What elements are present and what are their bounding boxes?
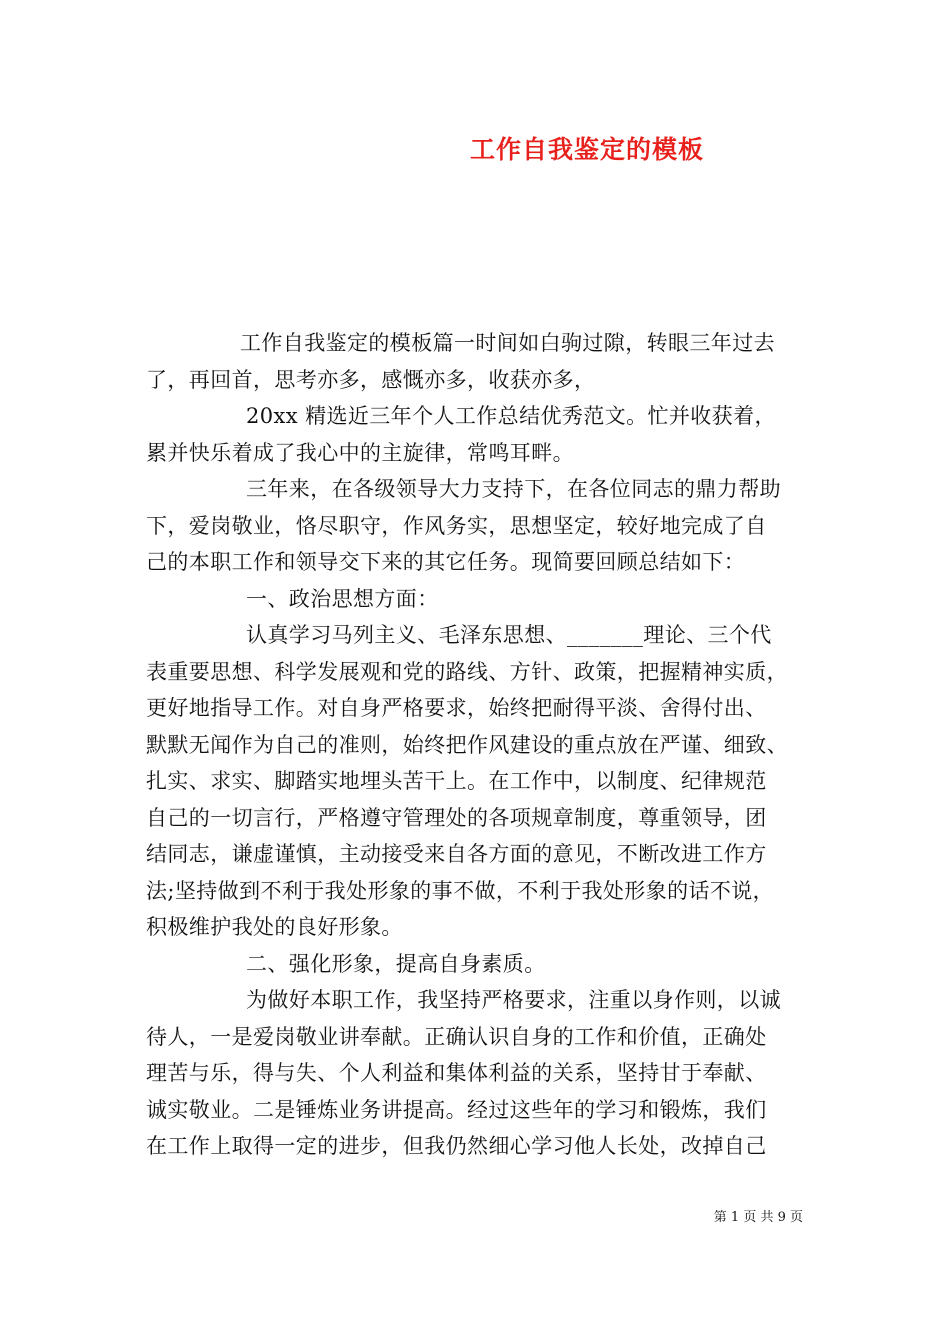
body-line: 在工作上取得一定的进步，但我仍然细心学习他人长处，改掉自己 xyxy=(146,1134,767,1158)
body-line: 诚实敬业。二是锤炼业务讲提高。经过这些年的学习和锻炼，我们 xyxy=(146,1097,767,1122)
body-line: 扎实、求实、脚踏实地埋头苦干上。在工作中，以制度、纪律规范 xyxy=(146,769,767,793)
body-line: 己的本职工作和领导交下来的其它任务。现简要回顾总结如下： xyxy=(146,550,746,574)
body-line: 累并快乐着成了我心中的主旋律，常鸣耳畔。 xyxy=(146,440,574,465)
body-line: 表重要思想、科学发展观和党的路线、方针、政策，把握精神实质， xyxy=(146,659,788,684)
body-line: 结同志，谦虚谨慎，主动接受来自各方面的意见，不断改进工作方 xyxy=(146,842,767,866)
body-line: 默默无闻作为自己的准则，始终把作风建设的重点放在严谨、细致、 xyxy=(146,732,788,757)
body-line: 更好地指导工作。对自身严格要求，始终把耐得平淡、舍得付出、 xyxy=(146,696,767,720)
body-line: 认真学习马列主义、毛泽东思想、_______理论、三个代 xyxy=(246,623,772,647)
body-line: 20xx 精选近三年个人工作总结优秀范文。忙并收获着， xyxy=(246,404,776,428)
document-body xyxy=(146,325,806,1165)
body-line: 待人，一是爱岗敬业讲奉献。正确认识自身的工作和价值，正确处 xyxy=(146,1024,767,1049)
body-line: 三年来，在各级领导大力支持下，在各位同志的鼎力帮助 xyxy=(246,477,781,501)
body-line: 理苦与乐，得与失、个人利益和集体利益的关系，坚持甘于奉献、 xyxy=(146,1061,767,1085)
body-line: 积极维护我处的良好形象。 xyxy=(146,915,403,939)
body-line: 法;坚持做到不利于我处形象的事不做，不利于我处形象的话不说， xyxy=(146,878,775,903)
body-line: 自己的一切言行，严格遵守管理处的各项规章制度，尊重领导，团 xyxy=(146,805,767,830)
body-line: 为做好本职工作，我坚持严格要求，注重以身作则，以诚 xyxy=(246,988,781,1012)
page-number-footer: 第 1 页 共 9 页 xyxy=(713,1210,803,1225)
body-line: 工作自我鉴定的模板篇一时间如白驹过隙，转眼三年过去 xyxy=(240,331,775,355)
body-line: 下，爱岗敬业，恪尽职守，作风务实，思想坚定，较好地完成了自 xyxy=(146,513,767,538)
document-title: 工作自我鉴定的模板 xyxy=(470,135,705,164)
section-heading: 一、政治思想方面： xyxy=(246,586,439,611)
section-heading: 二、强化形象，提高自身素质。 xyxy=(246,951,546,976)
body-line: 了，再回首，思考亦多，感慨亦多，收获亦多， xyxy=(146,367,596,392)
